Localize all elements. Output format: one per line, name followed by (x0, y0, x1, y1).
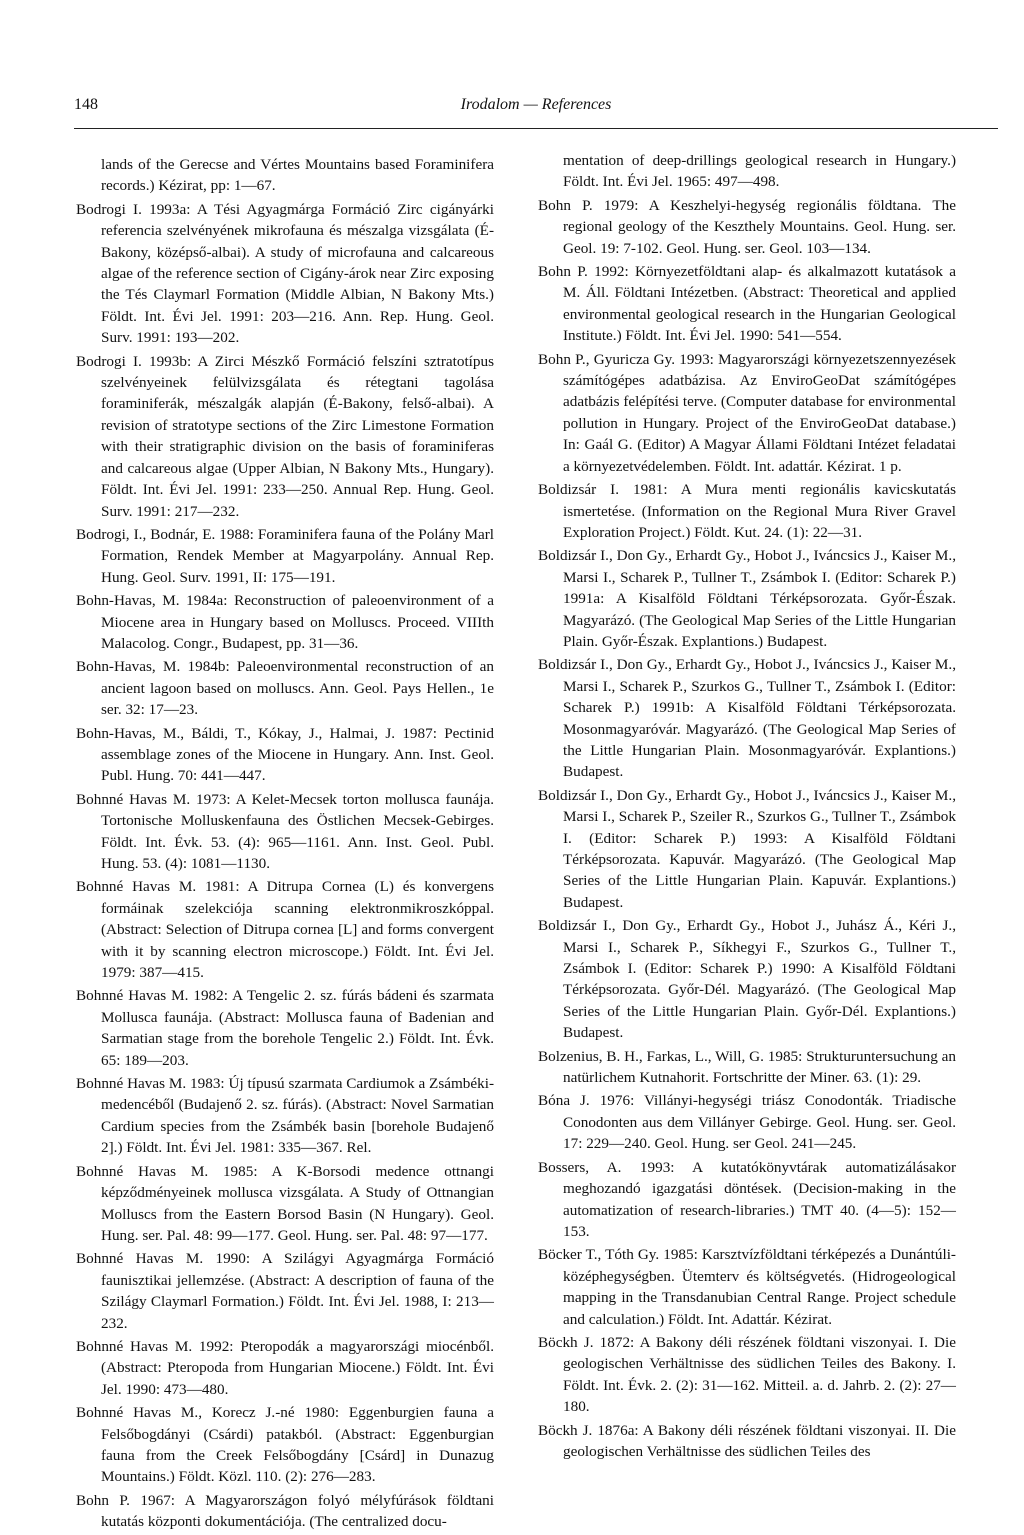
reference-entry: Bohnné Havas M. 1981: A Ditrupa Cornea (L) és konvergens formáinak szelekciója scanning elektronmikroszkóppal. (Abstract: Selection of Ditrupa cornea [L] and forms convergent with it by scanning electron microscope.) Földt. Int. Évi Jel. 1979: 387—415. (76, 878, 494, 982)
header-rule (74, 128, 998, 129)
page-number: 148 (74, 96, 98, 113)
reference-entry: Bohn P. 1979: A Keszhelyi-hegység regionális földtana. The regional geology of the Keszthely Mountains. Geol. Hung. ser. Geol. 19: 7-102. Geol. Hung. ser. Geol. 103—134. (538, 196, 956, 257)
reference-entry: lands of the Gerecse and Vértes Mountains based Foraminifera records.) Kézirat, pp: 1—67. (101, 156, 494, 195)
reference-entry: Bodrogi, I., Bodnár, E. 1988: Foraminifera fauna of the Polány Marl Formation, Rendek Member at Magyarpolány. Annual Rep. Hung. Geol. Surv. 1991, II: 175—191. (76, 525, 494, 586)
reference-entry: Bohnné Havas M. 1983: Új típusú szarmata Cardiumok a Zsámbéki-medencéből (Budajenő 2. sz. fúrás). (Abstract: Novel Sarmatian Cardium species from the Zsámbék basin [borehole Budajenő 2].) Földt. Int. Évi Jel. 1981: 335—367. Rel. (76, 1075, 494, 1157)
reference-entry: Boldizsár I., Don Gy., Erhardt Gy., Hobot J., Iváncsics J., Kaiser M., Marsi I., Scharek P., Szurkos G., Tullner T., Zsámbok I. (Editor: Scharek P.) 1991b: A Kisalföld Földtani Térképsorozata. Mosonmagyaróvár. Magyarázó. (The Geological Map Series of the Little Hungarian Plain. Mosonmagyaróvár. Explantions.) Budapest. (538, 656, 956, 781)
reference-entry: Bohnné Havas M. 1973: A Kelet-Mecsek torton mollusca faunája. Tortonische Molluskenfauna des Östlichen Mecsek-Gebirges. Földt. Int. Évk. 53. (4): 965—1161. Ann. Inst. Geol. Publ. Hung. 53. (4): 1081—1130. (76, 790, 494, 872)
reference-entry: Bohn-Havas, M. 1984a: Reconstruction of paleoenvironment of a Miocene area in Hungary based on Molluscs. Proceed. VIIIth Malacolog. Congr., Budapest, pp. 31—36. (76, 592, 494, 652)
reference-entry: Boldizsár I., Don Gy., Erhardt Gy., Hobot J., Iváncsics J., Kaiser M., Marsi I., Scharek P., Tullner T., Zsámbok I. (Editor: Scharek P.) 1991a: A Kisalföld Földtani Térképsorozata. Győr-Észak. Magyarázó. (The Geological Map Series of the Little Hungarian Plain. Győr-Észak. Explantions.) Budapest. (538, 547, 956, 650)
reference-entry: Bohnné Havas M. 1992: Pteropodák a magyarországi miocénből. (Abstract: Pteropoda from Hungarian Miocene.) Földt. Int. Évi Jel. 1990: 473—480. (76, 1337, 494, 1398)
reference-entry: Bodrogi I. 1993a: A Tési Agyagmárga Formáció Zirc cigányárki referencia szelvényének mikrofauna és mészalga vizsgálata (É-Bakony, középső-albai). A study of microfauna and calcareous algae of the reference section of Cigány-árok near Zirc exposing the Tés Claymarl Formation (Middle Albian, N Bakony Mts.) Földt. Int. Évi Jel. 1991: 203—216. Ann. Rep. Hung. Geol. Surv. 1991: 193—202. (76, 200, 494, 347)
reference-entry: Bohn P. 1967: A Magyarországon folyó mélyfúrások földtani kutatás központi dokumentációja. (The centralized docu- (76, 1491, 494, 1531)
running-head: Irodalom — References (460, 96, 612, 113)
reference-entry: Boldizsár I., Don Gy., Erhardt Gy., Hobot J., Juhász Á., Kéri J., Marsi I., Scharek P., Síkhegyi F., Szurkos G., Tullner T., Zsámbok I. (Editor: Scharek P.) 1990: A Kisalföld Földtani Térképsorozata. Győr-Dél. Magyarázó. (The Geological Map Series of the Little Hungarian Plain. Győr-Dél. Explantions.) Budapest. (538, 917, 956, 1042)
reference-entry: Bodrogi I. 1993b: A Zirci Mészkő Formáció felszíni sztratotípus szelvényeinek felülvizsgálata és rétegtani tagolása foraminiferák, mészalgák alapján (É-Bakony, felső-albai). A revision of stratotype sections of the Zirc Limestone Formation with their stratigraphic division on the basis of foraminiferas and calcareous algae (Upper Albian, N Bakony Mts., Hungary). Földt. Int. Évi Jel. 1991: 233—250. Annual Rep. Hung. Geol. Surv. 1991: 217—232. (76, 352, 494, 520)
reference-entry: mentation of deep-drillings geological research in Hungary.) Földt. Int. Évi Jel. 1965: 497—498. (563, 152, 956, 191)
left-column (76, 154, 494, 1535)
reference-entry: Bohn P., Gyuricza Gy. 1993: Magyarországi környezetszennyezések számítógépes adatbázisa. Az EnviroGeoDat számítógépes adatbázis felépítési terve. (Computer database for environmental pollution in Hungary. Project of the EnviroGeoDat database.) In: Gaál G. (Editor) A Magyar Állami Földtani Intézet feladatai a környezetvédelemben. Földt. Int. adattár. Kézirat. 1 p. (538, 350, 956, 475)
reference-entry: Bohnné Havas M. 1990: A Szilágyi Agyagmárga Formáció faunisztikai jellemzése. (Abstract: A description of fauna of the Szilágy Claymarl Formation.) Földt. Int. Évi Jel. 1988, I: 213—232. (76, 1250, 494, 1332)
reference-entry: Böcker T., Tóth Gy. 1985: Karsztvízföldtani térképezés a Dunántúli-középhegységben. Ütemterv és költségvetés. (Hidrogeological mapping in the Transdanubian Central Range. Project schedule and calculation.) Földt. Int. Adattár. Kézirat. (538, 1246, 956, 1328)
right-column (538, 150, 956, 1464)
reference-entry: Bohnné Havas M., Korecz J.-né 1980: Eggenburgien fauna a Felsőbogdányi (Csárdi) patakból. (Abstract: Eggenburgian fauna from the Creek Felsőbogdány [Csárd] in Dunazug Mountains.) Földt. Közl. 110. (2): 276—283. (76, 1404, 494, 1486)
reference-entry: Bossers, A. 1993: A kutatókönyvtárak automatizálásakor meghozandó igazgatási döntések. (Decision-making in the automatization of research-libraries.) TMT 40. (4—5): 152—153. (538, 1158, 956, 1240)
reference-entry: Bohn P. 1992: Környezetföldtani alap- és alkalmazott kutatások a M. Áll. Földtani Intézetben. (Abstract: Theoretical and applied environmental geological research in the Hungarian Geological Institute.) Földt. Int. Évi Jel. 1990: 541—554. (538, 263, 956, 345)
reference-entry: Bohn-Havas, M. 1984b: Paleoenvironmental reconstruction of an ancient lagoon based on molluscs. Ann. Geol. Pays Hellen., 1e ser. 32: 17—23. (76, 658, 494, 719)
reference-entry: Böckh J. 1876a: A Bakony déli részének földtani viszonyai. II. Die geologischen Verhältnisse des südlichen Teiles des (538, 1421, 956, 1460)
reference-entry: Bohnné Havas M. 1985: A K-Borsodi medence ottnangi képződményeinek mollusca vizsgálata. A Study of Ottnangian Molluscs from the Eastern Borsod Basin (N Hungary). Geol. Hung. ser. Pal. 48: 99—177. Geol. Hung. ser. Pal. 48: 97—177. (76, 1162, 494, 1244)
reference-entry: Bohnné Havas M. 1982: A Tengelic 2. sz. fúrás bádeni és szarmata Mollusca faunája. (Abstract: Mollusca fauna of Badenian and Sarmatian stage from the borehole Tengelic 2.) Földt. Int. Évk. 65: 189—203. (76, 987, 494, 1069)
reference-entry: Boldizsár I., Don Gy., Erhardt Gy., Hobot J., Iváncsics J., Kaiser M., Marsi I., Scharek P., Szeiler R., Szurkos G., Tullner T., Zsámbok I. (Editor: Scharek P.) 1993: A Kisalföld Földtani Térképsorozata. Kapuvár. Magyarázó. (The Geological Map Series of the Little Hungarian Plain. Kapuvár. Explantions.) Budapest. (538, 786, 956, 911)
page-header (74, 96, 998, 122)
reference-entry: Bóna J. 1976: Villányi-hegységi triász Conodonták. Triadische Conodonten aus dem Villányer Gebirge. Geol. Hung. ser. Geol. 17: 229—240. Geol. Hung. ser Geol. 241—245. (538, 1092, 956, 1153)
reference-entry: Böckh J. 1872: A Bakony déli részének földtani viszonyai. I. Die geologischen Verhältnisse des südlichen Teiles des Bakony. I. Földt. Int. Évk. 2. (2): 31—162. Mitteil. a. d. Jahrb. 2. (2): 27—180. (538, 1333, 956, 1416)
reference-entry: Bohn-Havas, M., Báldi, T., Kókay, J., Halmai, J. 1987: Pectinid assemblage zones of the Miocene in Hungary. Ann. Inst. Geol. Publ. Hung. 70: 441—447. (76, 724, 494, 785)
reference-entry: Boldizsár I. 1981: A Mura menti regionális kavicskutatás ismertetése. (Information on the Regional Mura River Gravel Exploration Project.) Földt. Kut. 24. (1): 22—31. (538, 481, 956, 541)
reference-entry: Bolzenius, B. H., Farkas, L., Will, G. 1985: Strukturuntersuchung an natürlichem Kutnahorit. Fortschritte der Miner. 63. (1): 29. (538, 1047, 956, 1087)
